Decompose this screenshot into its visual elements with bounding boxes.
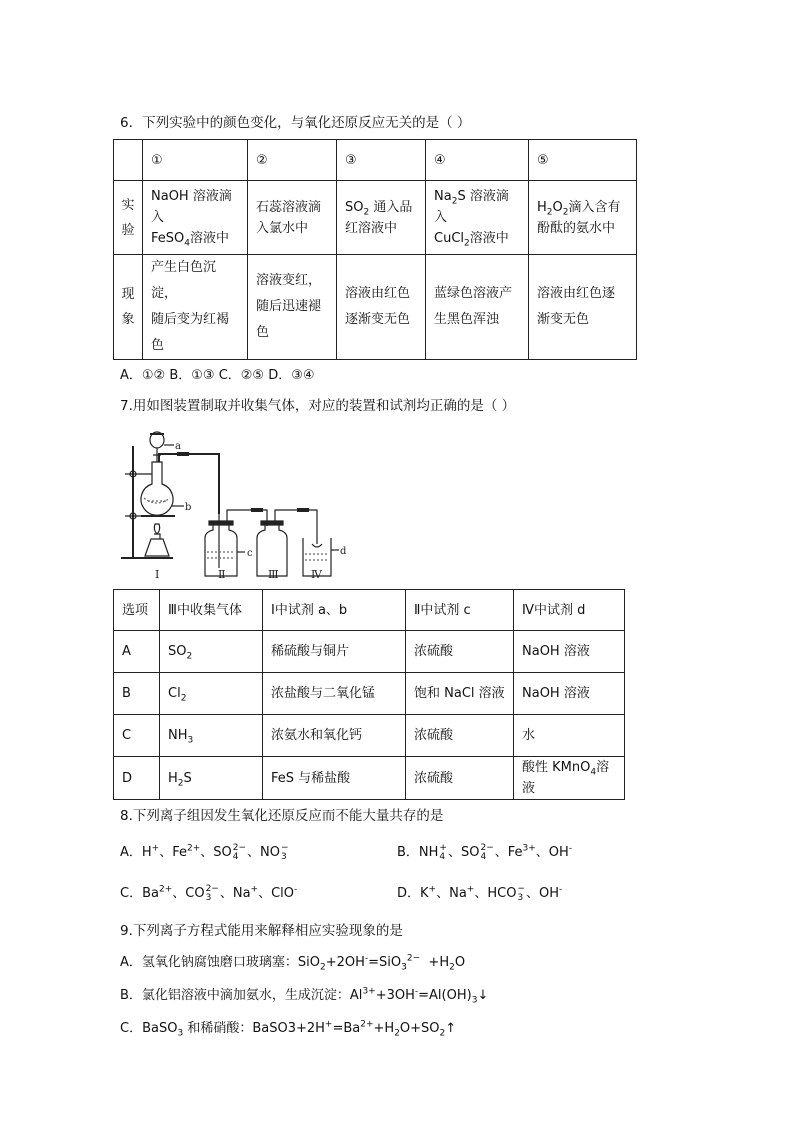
q6-exp-1: NaOH 溶液滴入 FeSO$_4$溶液中 [143,181,248,255]
q9-stem: 9.下列离子方程式能用来解释相应实验现象的是 [120,923,403,939]
q9-option-c: C．BaSO$_3$ 和稀硝酸：$BaSO3+2H^+=Ba^{2+}+H_2O+SO_2↑$ [120,1019,457,1039]
q9-option-a: A．氢氧化钠腐蚀磨口玻璃塞：$SiO_2+2OH^-=SiO_3^{2-} +H_2O$ [120,953,466,973]
q6-exp-row [114,181,637,255]
q6-exp-label: 实 验 [114,181,143,255]
q7-row-c-c: 浓硫酸 [406,715,514,757]
round-bottom-flask [141,462,173,515]
q7-row-d-d: 酸性 KMnO$_4$溶液 [514,757,625,800]
q8-option-c: C．$Ba^{2+}$、CO 2− 3 、Na+、ClO- [120,883,298,903]
label-a: a [175,441,181,452]
q7-header-ab: Ⅰ中试剂 a、b [263,590,406,631]
q7-row-b [114,673,625,715]
q7-row-b-gas: $Cl_2$ [160,673,263,715]
q7-header-option: 选项 [114,590,160,631]
q6-header-row [114,140,637,181]
q6-header-4: ④ [426,140,529,181]
label-c: c [247,548,253,559]
q6-header-3: ③ [337,140,426,181]
q7-row-a-ab: 稀硫酸与铜片 [263,631,406,673]
q6-obs-1: 产生白色沉淀， 随后变为红褐 色 [143,255,248,360]
q6-obs-label: 现 象 [114,255,143,360]
q7-header-c: Ⅱ中试剂 c [406,590,514,631]
q6-obs-row [114,255,637,360]
q6-obs-5: 溶液由红色逐 渐变无色 [529,255,637,360]
q7-row-a [114,631,625,673]
q7-row-a-c: 浓硫酸 [406,631,514,673]
label-I: Ⅰ [155,568,160,581]
q6-exp-3: $SO_2$ 通入品 红溶液中 [337,181,426,255]
q7-header-gas: Ⅲ中收集气体 [160,590,263,631]
label-b: b [185,502,192,513]
q7-row-b-ab: 浓盐酸与二氧化锰 [263,673,406,715]
q6-corner-cell [114,140,143,181]
q7-stem: 7.用如图装置制取并收集气体，对应的装置和试剂均正确的是（ ） [120,398,516,414]
q7-table [113,589,625,800]
q7-row-a-option: A [114,631,160,673]
label-IV: Ⅳ [311,568,322,581]
q7-row-d-ab: FeS 与稀盐酸 [263,757,406,800]
q8-stem: 8.下列离子组因发生氧化还原反应而不能大量共存的是 [120,808,444,824]
q6-obs-4: 蓝绿色溶液产 生黑色浑浊 [426,255,529,360]
q6-exp-2: 石蕊溶液滴 入氯水中 [248,181,337,255]
q7-row-b-d: NaOH 溶液 [514,673,625,715]
q6-obs-3: 溶液由红色 逐渐变无色 [337,255,426,360]
q7-row-c-d: 水 [514,715,625,757]
q6-exp-5: $H_2O_2$滴入含有 酚酞的氨水中 [529,181,637,255]
label-d: d [340,546,347,557]
q7-row-d-c: 浓硫酸 [406,757,514,800]
separatory-funnel [150,432,164,462]
q8-option-b: B．NH + 4 、SO 2− 4 、$Fe^{3+}$、OH- [397,842,573,862]
q7-row-a-gas: $SO_2$ [160,631,263,673]
q7-row-d-option: D [114,757,160,800]
q7-row-c-ab: 浓氨水和氧化钙 [263,715,406,757]
q6-stem: 6．下列实验中的颜色变化，与氧化还原反应无关的是（ ） [120,115,471,131]
q6-table [113,139,637,360]
q7-row-c-gas: $NH_3$ [160,715,263,757]
q8-option-d: D．K+、Na+、HCO − 3 、OH- [397,883,563,903]
q6-choices: A．①② B．①③ C．②⑤ D．③④ [120,368,315,383]
q7-row-d [114,757,625,800]
q6-header-2: ② [248,140,337,181]
q8-option-a: A．H+、$Fe^{2+}$、SO 2− 4 、NO − 3 [120,842,289,862]
q6-exp-4: $Na_2S$ 溶液滴入 CuCl$_2$溶液中 [426,181,529,255]
label-II: Ⅱ [218,568,226,581]
q7-header-row [114,590,625,631]
q7-row-d-gas: $H_2S$ [160,757,263,800]
q7-row-c [114,715,625,757]
q7-row-b-option: B [114,673,160,715]
q7-row-a-d: NaOH 溶液 [514,631,625,673]
q6-header-5: ⑤ [529,140,637,181]
apparatus-figure [117,426,347,582]
q6-header-1: ① [143,140,248,181]
q7-row-c-option: C [114,715,160,757]
alcohol-lamp [145,524,169,556]
collection-bottle-iii [257,510,317,576]
label-III: Ⅲ [268,568,279,581]
q6-obs-2: 溶液变红， 随后迅速褪 色 [248,255,337,360]
q9-option-b: B．氯化铝溶液中滴加氨水，生成沉淀：$Al^{3+}+3OH^-=Al(OH)_3↓$ [120,986,489,1006]
q7-header-d: Ⅳ中试剂 d [514,590,625,631]
q7-row-b-c: 饱和 NaCl 溶液 [406,673,514,715]
